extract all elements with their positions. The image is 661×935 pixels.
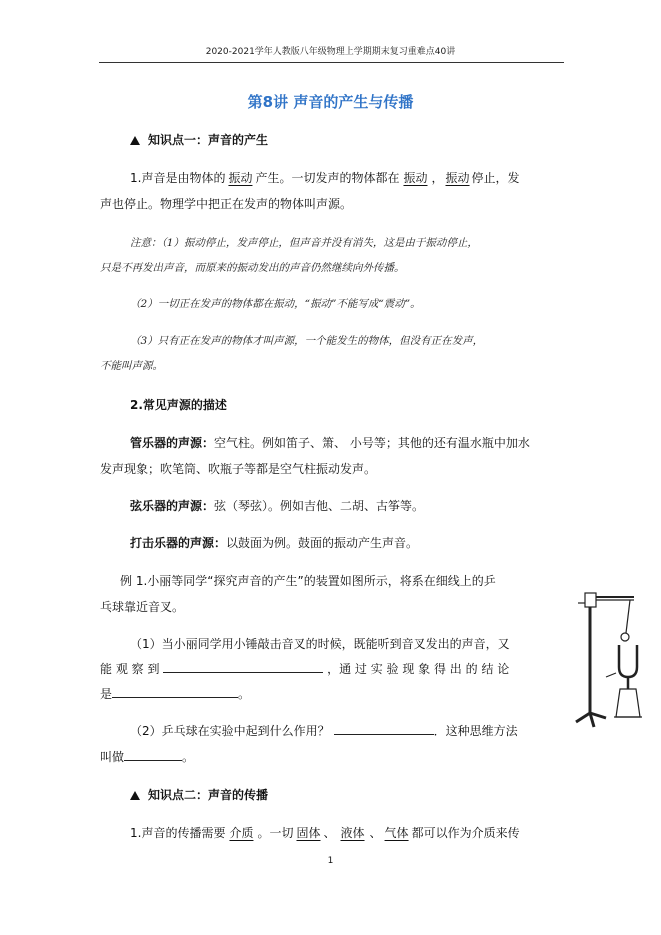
triangle-icon: [130, 791, 140, 800]
text-run: ．这种思维方法: [433, 724, 518, 738]
note-3-line-2: 不能叫声源。: [100, 360, 163, 372]
note-3-line-1: （3）只有正在发声的物体才叫声源，一个能发生的物体，但没有正在发声，: [130, 335, 484, 347]
text-run: 叫做: [100, 750, 125, 764]
fill-answer: 介质: [229, 826, 254, 840]
paragraph-1-line-1: [130, 169, 520, 186]
tuning-fork-apparatus-illustration: [570, 585, 660, 730]
fill-answer: 固体: [296, 826, 321, 840]
note-2: （2）一切正在发声的物体都在振动，“振动”不能写成“震动”。: [130, 298, 421, 310]
answer-blank[interactable]: [124, 748, 182, 761]
text-run: 空气柱。例如笛子、箫、 小号等；其他的还有温水瓶中加水: [214, 436, 530, 450]
wind-instrument-line-1: [130, 434, 530, 451]
example-line-1: 例 1.小丽等同学“探究声音的产生”的装置如图所示，将系在细线上的乒: [120, 574, 496, 588]
text-run: 以鼓面为例。鼓面的振动产生声音。: [226, 536, 419, 550]
text-run: 。一切: [257, 826, 294, 840]
question-2-line-2: [100, 748, 194, 765]
fill-answer: 振动: [403, 171, 428, 185]
text-run: 产生。一切发声的物体都在: [255, 171, 400, 185]
text-run: ，通 过 实 验 现 象 得 出 的 结 论: [327, 662, 510, 676]
question-1-line-1: （1）当小丽同学用小锤敲击音叉的时候，既能听到音叉发出的声音，又: [130, 637, 510, 651]
text-run: （2）乒乓球在实验中起到什么作用？: [130, 724, 330, 738]
question-2-line-1: [130, 722, 518, 739]
fill-answer: 振动: [445, 171, 470, 185]
text-run: 停止，发: [471, 171, 520, 185]
percussion-instrument: [130, 534, 418, 551]
answer-blank[interactable]: [163, 660, 323, 673]
wind-instrument-line-2: 发声现象；吹笔筒、吹瓶子等都是空气柱振动发声。: [100, 462, 377, 476]
text-run: 是: [100, 687, 113, 701]
text-run: 。: [238, 687, 251, 701]
fill-answer: 液体: [340, 826, 365, 840]
text-run: 都可以作为介质来传: [411, 826, 520, 840]
answer-blank[interactable]: [334, 722, 434, 735]
text-run: 能 观 察 到: [100, 662, 160, 676]
fill-answer: 气体: [384, 826, 409, 840]
label: 弦乐器的声源：: [130, 499, 215, 513]
note-1-line-2: 只是不再发出声音，而原来的振动发出的声音仍然继续向外传播。: [100, 262, 405, 274]
example-line-2: 乓球靠近音叉。: [100, 600, 185, 614]
paragraph-3-line-1: [130, 824, 520, 841]
text-run: 。: [182, 750, 195, 764]
section-heading-1: [130, 131, 268, 148]
question-1-line-3: [100, 685, 250, 702]
note-1-line-1: 注意：（1）振动停止，发声停止，但声音并没有消失，这是由于振动停止，: [130, 237, 478, 249]
label: 管乐器的声源：: [130, 436, 215, 450]
section-heading-3: [130, 786, 268, 803]
text-run: 弦（琴弦）。例如吉他、二胡、古筝等。: [214, 499, 425, 513]
text-run: 1.声音是由物体的: [130, 171, 226, 185]
page-title: 第8讲 声音的产生与传播: [247, 93, 414, 111]
section-heading-1-text: 知识点一：声音的产生: [148, 133, 269, 147]
answer-blank[interactable]: [112, 685, 238, 698]
section-heading-3-text: 知识点二：声音的传播: [148, 788, 269, 802]
header-rule: [99, 62, 564, 63]
page-number: 1: [327, 856, 334, 866]
section-heading-2: 2.常见声源的描述: [130, 398, 227, 412]
text-run: 、: [369, 826, 382, 840]
page-header: 2020-2021学年人教版八年级物理上学期期末复习重难点40讲: [205, 47, 456, 57]
paragraph-1-line-2: 声也停止。物理学中把正在发声的物体叫声源。: [100, 197, 353, 211]
label: 打击乐器的声源：: [130, 536, 227, 550]
text-run: 1.声音的传播需要: [130, 826, 226, 840]
text-run: ，: [431, 171, 444, 185]
text-run: 、: [323, 826, 336, 840]
fill-answer: 振动: [228, 171, 253, 185]
question-1-line-2: [100, 660, 509, 677]
string-instrument: [130, 497, 424, 514]
triangle-icon: [130, 136, 140, 145]
